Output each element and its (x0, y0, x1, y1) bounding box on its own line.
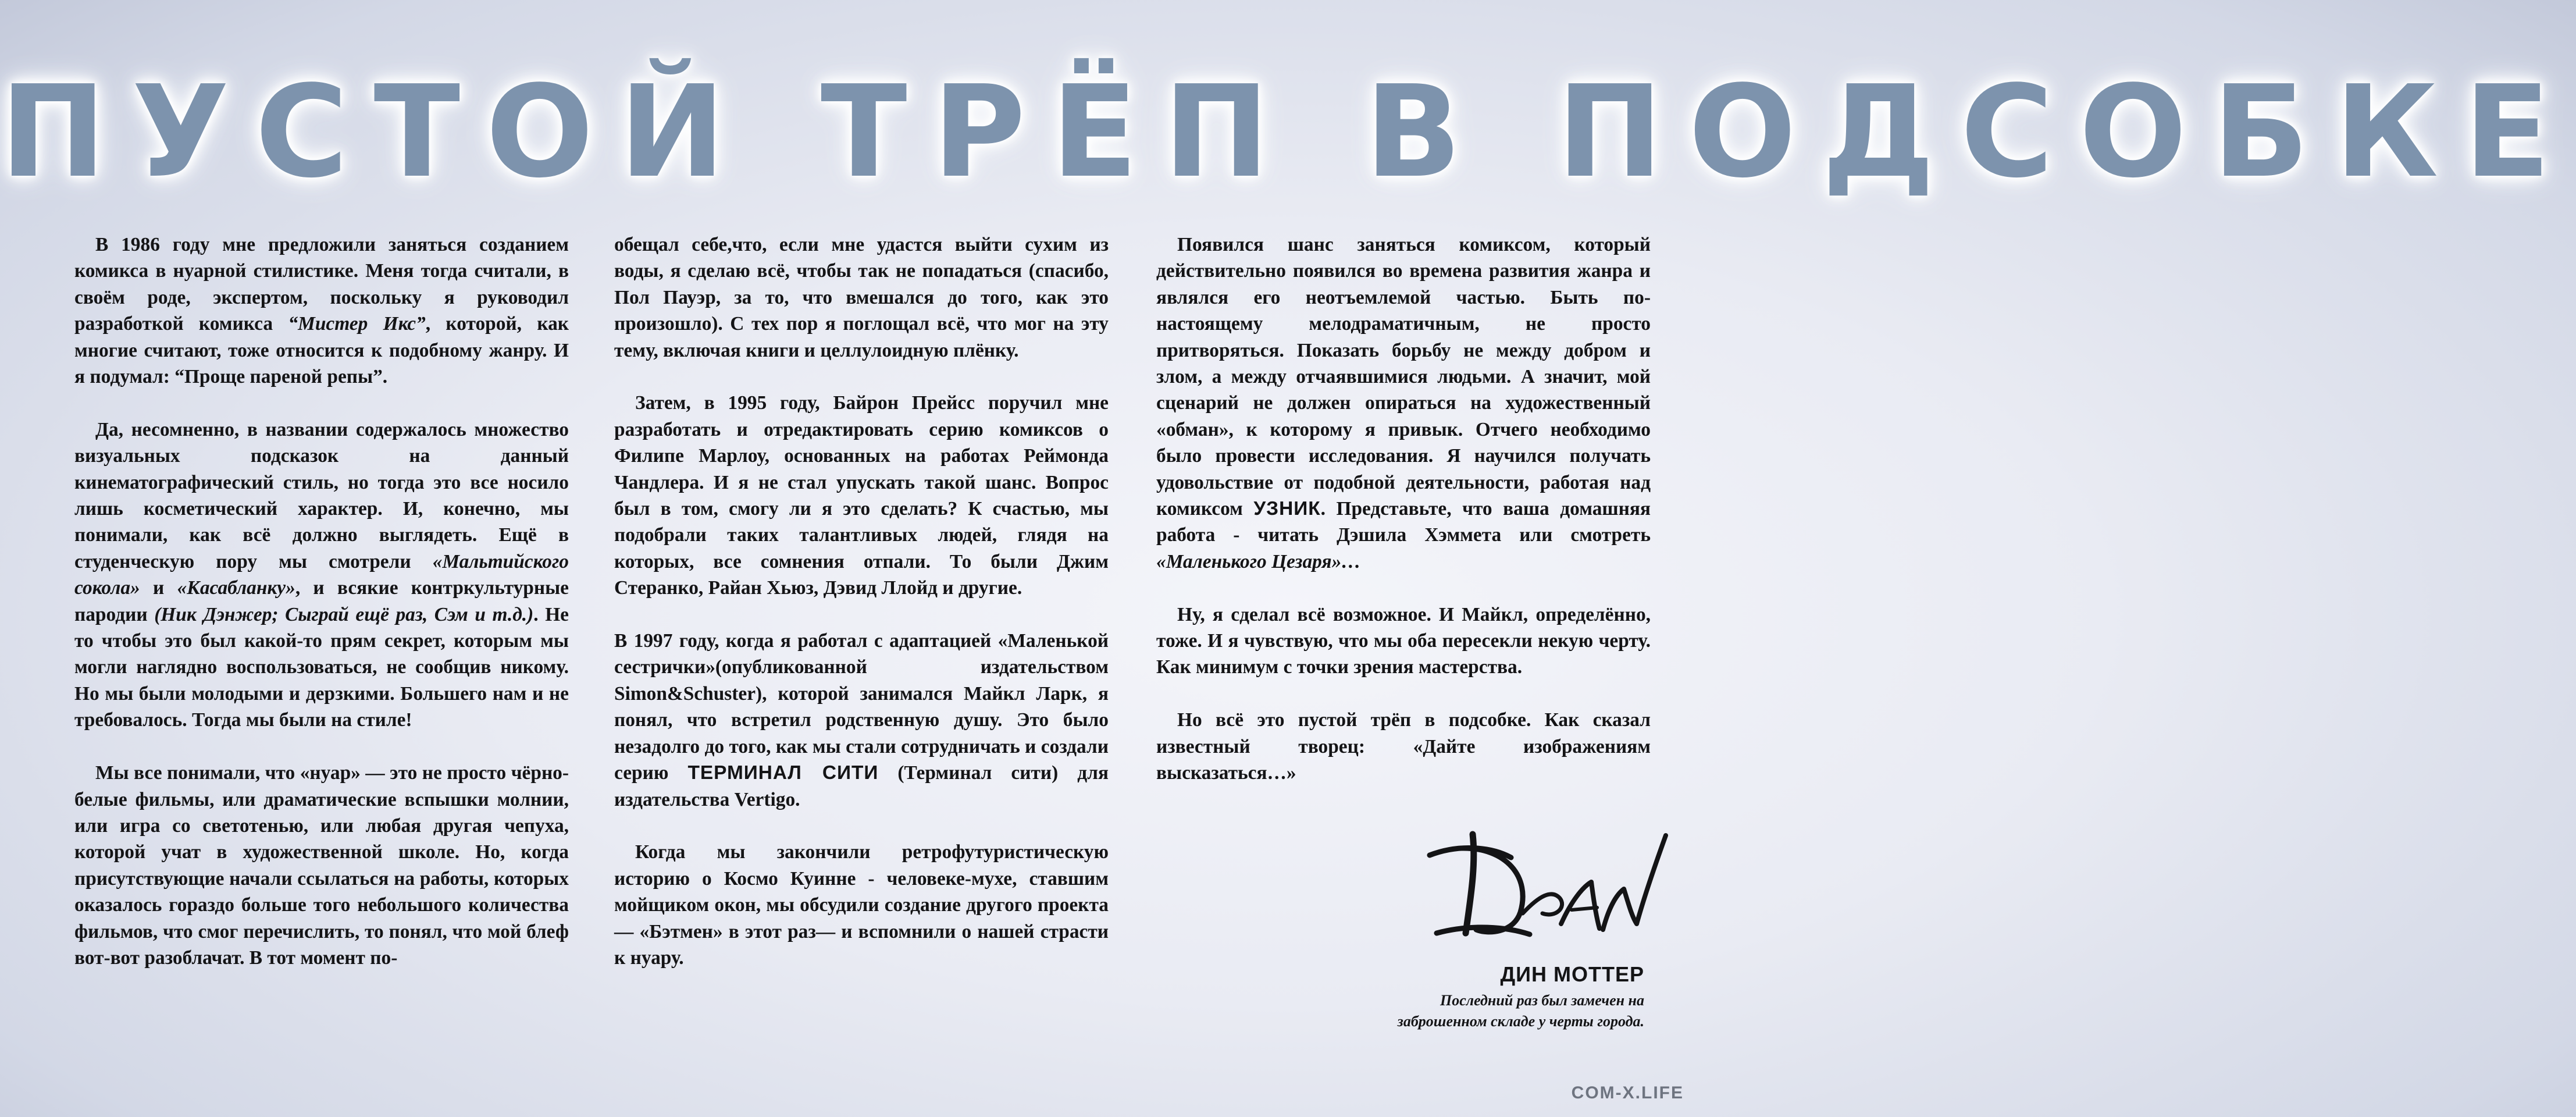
watermark: COM-X.LIFE (1571, 1083, 1684, 1102)
paragraph: Затем, в 1995 году, Байрон Прейсс поручил мне разработать и отредактировать серию комиксов о Филипе Марлоу, основанных на работах Реймонда Чандлера. И я не стал упускать такой шанс. Вопрос был в том, смогу ли я это сделать? К счастью, мы подобрали таких талантливых людей, глядя на которых, все сомнения отпали. То были Джим Стеранко, Райан Хьюз, Дэвид Ллойд и другие. (614, 392, 1109, 599)
author-name: ДИН МОТТЕР (1500, 962, 1644, 986)
article-column-1 (74, 232, 569, 998)
parody-titles: (Ник Дэнжер; Сыграй ещё раз, Сэм и т.д.) (154, 603, 534, 625)
paragraph: Ну, я сделал всё возможное. И Майкл, определённо, тоже. И я чувствую, что мы оба пересекли некую черту. Как минимум с точки зрения мастерства. (1156, 603, 1651, 678)
signature-icon (1419, 831, 1669, 953)
paragraph: Появился шанс заняться комиксом, который действительно появился во времена развития жанра и являлся его неотъемлемой частью. Быть по-настоящему мелодраматичным, не просто притворяться. Показать борьбу не между добром и злом, а между отчаявшимися людьми. А значит, мой сценарий не должен опираться на художественный «обман», к которому я привык. Отчего необходимо было провести исследования. Я научился получать удовольствие от подобной деятельности, работая над комиксом УЗНИК. Представьте, что ваша домашняя работа - читать Дэшила Хэммета или смотреть «Маленького Цезаря»… (1156, 234, 1651, 572)
author-caption: Последний раз был замечен на заброшенном складе у черты города. (1397, 992, 1644, 1030)
paragraph-continued: обещал себе,что, если мне удастся выйти сухим из воды, я сделаю всё, чтобы так не попадаться (спасибо, Пол Пауэр, за то, что вмешался до того, как это произошло). С тех пор я поглощал всё, что мог на эту тему, включая книги и целлулоидную плёнку. (614, 234, 1109, 361)
paragraph: Когда мы закончили ретрофутуристическую историю о Космо Куинне - человеке-мухе, ставшим мойщиком окон, мы обсудили создание другого проекта — «Бэтмен» в этот раз— и вспомнили о нашей страсти к нуару. (614, 841, 1109, 969)
paragraph: Да, несомненно, в названии содержалось множество визуальных подсказок на данный кинематографический стиль, но тогда это все носило лишь косметический характер. И, конечно, мы понимали, как всё должно выглядеть. Ещё в студенческую пору мы смотрели «Мальтийского сокола» и «Касабланку», и всякие контркультурные пародии (Ник Дэнжер; Сыграй ещё раз, Сэм и т.д.). Не то чтобы это был какой-то прям секрет, которым мы могли наглядно воспользоваться, не сообщив никому. Но мы были молодыми и дерзкими. Большего нам и не требовалось. Тогда мы были на стиле! (74, 418, 569, 731)
film-title: «Мальтийского сокола» (74, 550, 569, 599)
comic-title: “Мистер Икс” (288, 313, 426, 335)
film-title: «Маленького Цезаря»… (1156, 550, 1361, 572)
page-title: ПУСТОЙ ТРЁП В ПОДСОБКЕ (0, 59, 2576, 206)
article-column-3 (1156, 232, 1651, 813)
paragraph: Но всё это пустой трёп в подсобке. Как сказал известный творец: «Дайте изображениям высказаться…» (1156, 709, 1651, 784)
paragraph: Мы все понимали, что «нуар» — это не просто чёрно-белые фильмы, или драматические вспышки молнии, или игра со светотенью, или любая другая чепуха, которой учат в художественной школе. Но, когда присутствующие начали ссылаться на работы, которых оказалось гораздо больше того небольшого количества фильмов, что смог перечислить, то понял, что мой блеф вот-вот разоблачат. В тот момент по- (74, 762, 569, 969)
paragraph: В 1997 году, когда я работал с адаптацией «Маленькой сестрички»(опубликованной издательством Simon&Schuster), которой занимался Майкл Ларк, я понял, что встретил родственную душу. Это было незадолго до того, как мы стали сотрудничать и создали серию ТЕРМИНАЛ СИТИ (Терминал сити) для издательства Vertigo. (614, 630, 1109, 810)
article-column-2 (614, 232, 1109, 998)
comic-series-title: ТЕРМИНАЛ СИТИ (687, 762, 879, 784)
comic-title: УЗНИК (1253, 498, 1321, 520)
paragraph: В 1986 году мне предложили заняться созданием комикса в нуарной стилистике. Меня тогда считали, в своём роде, экспертом, поскольку я руководил разработкой комикса “Мистер Икс”, которой, как многие считают, тоже относится к подобному жанру. И я подумал: “Проще пареной репы”. (74, 234, 569, 388)
film-title: «Касабланку» (177, 577, 295, 599)
